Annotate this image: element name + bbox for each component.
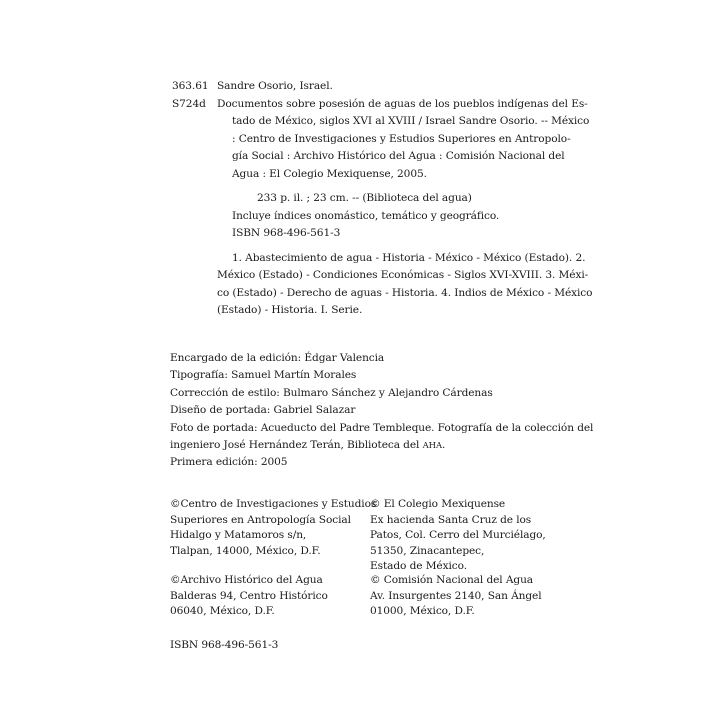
credit-line: Tipografía: Samuel Martín Morales [170,369,357,381]
copyright-aha: ©Archivo Histórico del Agua Balderas 94, Centro Histórico 06040, México, D.F. [170,574,328,617]
isbn: ISBN 968-496-561-3 [232,227,341,239]
copyright-colegio-mexiquense: © El Colegio Mexiquense Ex hacienda Santa Cruz de los Patos, Col. Cerro del Murciélago, 51350, Zinacantepec, Estado de México. [370,498,546,572]
credit-line: Foto de portada: Acueducto del Padre Tembleque. Fotografía de la colección del [170,422,594,434]
aha-abbreviation: AHA [422,441,442,451]
cutter-number: S724d [172,98,206,110]
title-line: Agua : El Colegio Mexiquense, 2005. [232,168,427,180]
copyright-conagua: © Comisión Nacional del Agua Av. Insurgentes 2140, San Ángel 01000, México, D.F. [370,574,542,617]
title-line: gía Social : Archivo Histórico del Agua : Comisión Nacional del [232,150,565,162]
author: Sandre Osorio, Israel. [217,80,333,92]
title-line: : Centro de Investigaciones y Estudios Superiores en Antropolo- [232,133,571,145]
credit-line-last: ingeniero José Hernández Terán, Biblioteca del AHA. [170,439,446,451]
credit-line: Corrección de estilo: Bulmaro Sánchez y Alejandro Cárdenas [170,387,493,399]
copyright-ciesas: ©Centro de Investigaciones y Estudios Superiores en Antropología Social Hidalgo y Matamoros s/n, Tlalpan, 14000, México, D.F. [170,498,377,557]
subject-line: co (Estado) - Derecho de aguas - Historia. 4. Indios de México - México [217,287,593,299]
edition: Primera edición: 2005 [170,456,288,468]
index-note: Incluye índices onomástico, temático y geográfico. [232,210,500,222]
subject-line: 1. Abastecimiento de agua - Historia - México - México (Estado). 2. [232,252,586,264]
subject-line: (Estado) - Historia. I. Serie. [217,304,363,316]
class-number: 363.61 [172,80,209,92]
credit-line: Diseño de portada: Gabriel Salazar [170,404,356,416]
footer-isbn: ISBN 968-496-561-3 [170,639,279,651]
physical-description: 233 p. il. ; 23 cm. -- (Biblioteca del agua) [257,192,472,204]
title-line: Documentos sobre posesión de aguas de los pueblos indígenas del Es- [217,98,588,110]
subject-line: México (Estado) - Condiciones Económicas - Siglos XVI-XVIII. 3. Méxi- [217,269,589,281]
credit-line: Encargado de la edición: Édgar Valencia [170,352,385,364]
title-line: tado de México, siglos XVI al XVIII / Israel Sandre Osorio. -- México [232,115,590,127]
